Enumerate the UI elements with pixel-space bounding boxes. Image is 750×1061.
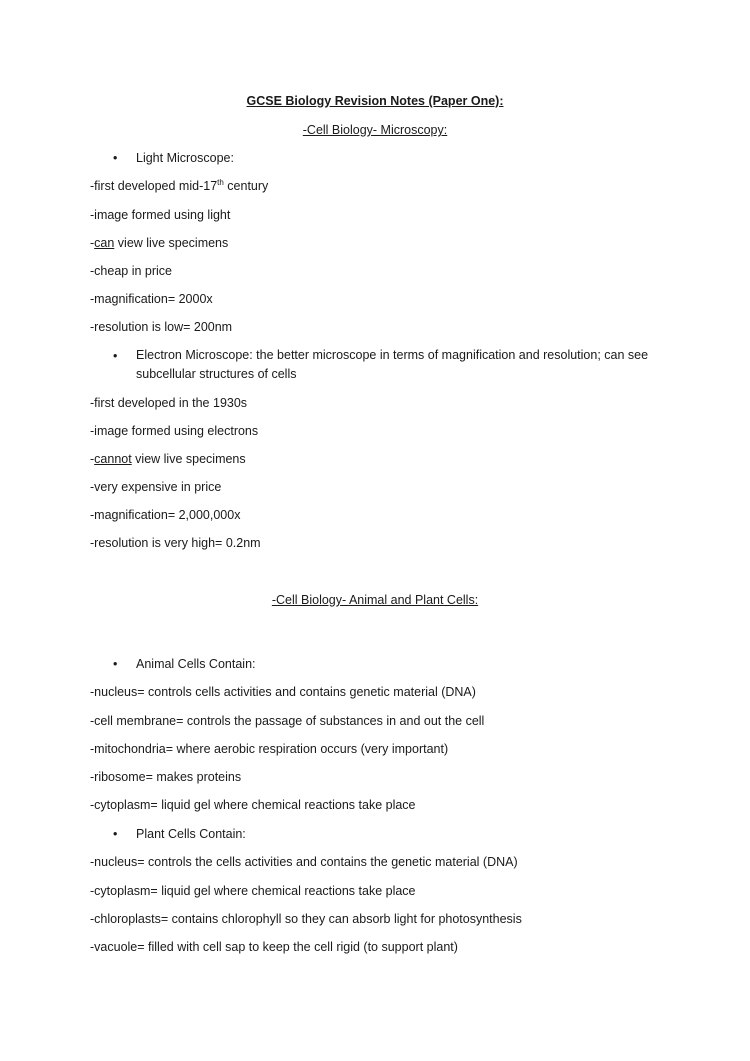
electron-image-formed: -image formed using electrons [90,424,259,438]
light-image-formed: -image formed using light [90,208,231,222]
bullet-icon: • [113,349,118,363]
electron-price: -very expensive in price [90,480,222,494]
light-first-developed: -first developed mid-17th century [90,177,269,193]
electron-magnification: -magnification= 2,000,000x [90,508,241,522]
animal-item: -cytoplasm= liquid gel where chemical reactions take place [90,798,416,812]
electron-resolution: -resolution is very high= 0.2nm [90,536,261,550]
bullet-icon: • [113,827,118,841]
plant-item: -chloroplasts= contains chlorophyll so they can absorb light for photosynthesis [90,912,522,926]
plant-item: -cytoplasm= liquid gel where chemical reactions take place [90,884,416,898]
animal-item: -cell membrane= controls the passage of substances in and out the cell [90,714,485,728]
light-magnification: -magnification= 2000x [90,292,213,306]
page-title: GCSE Biology Revision Notes (Paper One): [246,94,504,108]
animal-cells-label: Animal Cells Contain: [136,657,256,671]
section-heading-cells: -Cell Biology- Animal and Plant Cells: [271,593,479,607]
section-heading-microscopy: -Cell Biology- Microscopy: [302,123,448,137]
plant-item: -vacuole= filled with cell sap to keep the cell rigid (to support plant) [90,940,458,954]
bullet-icon: • [113,151,118,165]
light-microscope-label: Light Microscope: [136,151,234,165]
animal-item: -mitochondria= where aerobic respiration occurs (very important) [90,742,449,756]
electron-microscope-label: Electron Microscope: the better microscope in terms of magnification and resolution; can see subcellular structures of cells [136,348,649,381]
bullet-icon: • [113,657,118,671]
light-resolution: -resolution is low= 200nm [90,320,233,334]
plant-cells-label: Plant Cells Contain: [136,827,246,841]
plant-item: -nucleus= controls the cells activities and contains the genetic material (DNA) [90,855,518,869]
animal-item: -nucleus= controls cells activities and contains genetic material (DNA) [90,685,476,699]
light-live-specimens: -can view live specimens [90,236,229,250]
animal-item: -ribosome= makes proteins [90,770,242,784]
electron-live-specimens: -cannot view live specimens [90,452,246,466]
electron-first-developed: -first developed in the 1930s [90,396,248,410]
light-price: -cheap in price [90,264,172,278]
